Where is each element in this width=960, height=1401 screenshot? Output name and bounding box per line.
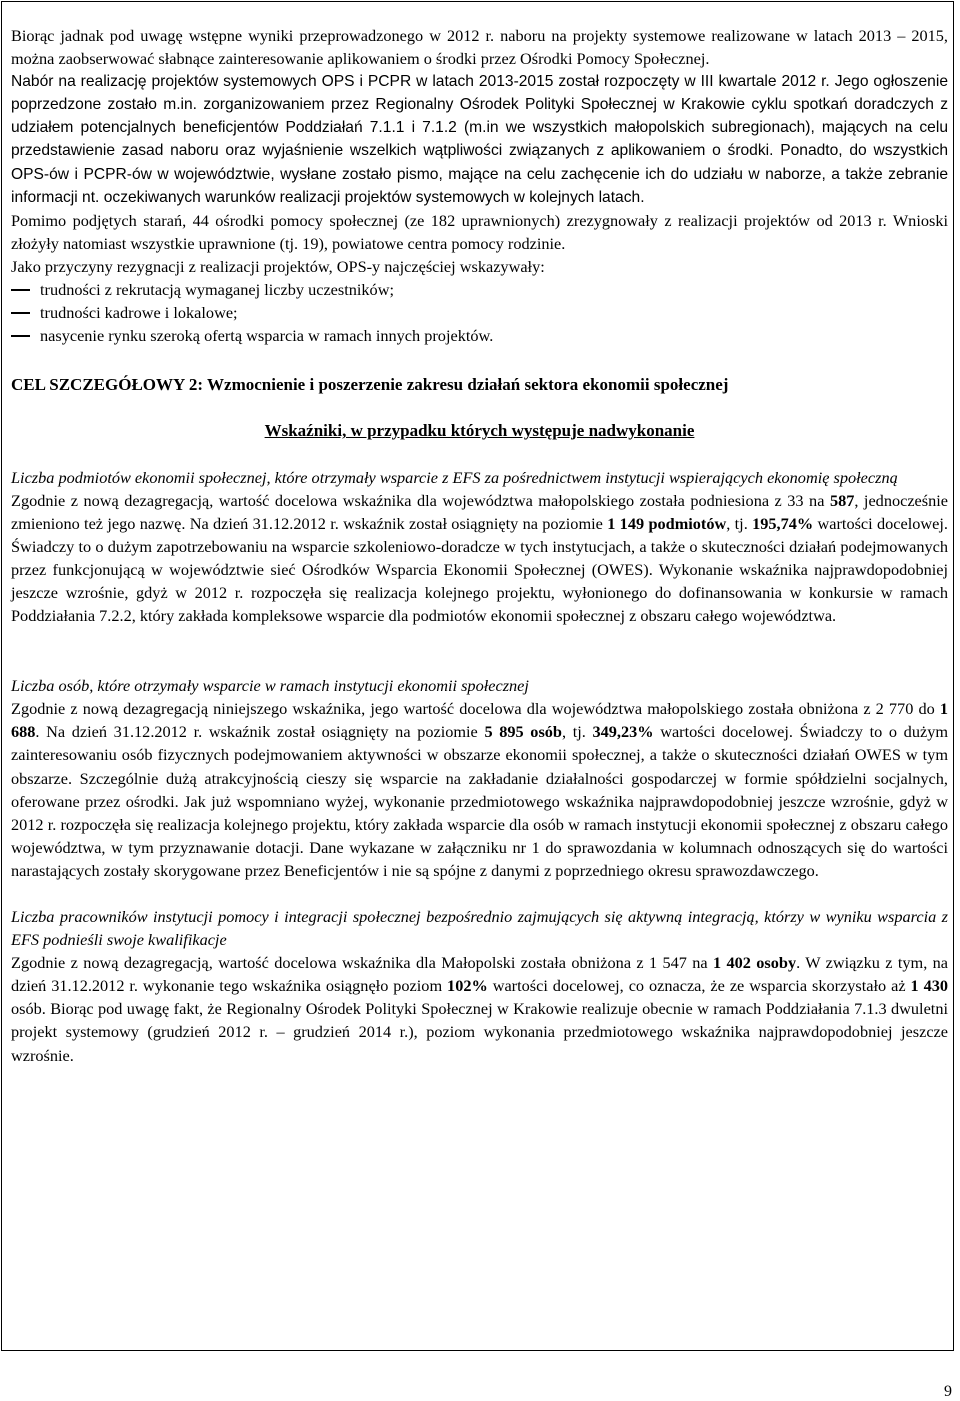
text-run: osób. Biorąc pod uwagę fakt, że Regionalny Ośrodek Polityki Społecznej w Krakowie realizuje obecnie w ramach Poddziałania 7.1.3 dwuletni projekt systemowy (grudzień 2012 r. – grudzień 2014 r.), poziom wykonania przedmiotowego wskaźnika najprawdopodobniej jeszcze wzrośnie. xyxy=(11,999,948,1065)
text-run: , tj. xyxy=(561,722,593,742)
text-run: , tj. xyxy=(726,513,753,533)
goal-heading: CEL SZCZEGÓŁOWY 2: Wzmocnienie i poszerzenie zakresu działań sektora ekonomii społecznej xyxy=(11,375,729,395)
bold-value: 1 402 osoby xyxy=(713,953,797,973)
reasons-list xyxy=(11,278,948,347)
indicator-section-2 xyxy=(11,674,948,882)
indicator-section-1 xyxy=(11,466,948,628)
bold-value: 1 149 podmiotów xyxy=(607,513,727,533)
intro-paragraph-4: Jako przyczyny rezygnacji z realizacji projektów, OPS-y najczęściej wskazywały: xyxy=(11,256,545,276)
text-run: wartości docelowej, co oznacza, że ze wsparcia skorzystało aż xyxy=(487,976,911,996)
list-item: trudności z rekrutacją wymaganej liczby uczestników; xyxy=(11,278,948,301)
document-body xyxy=(11,24,948,1067)
bold-value: 195,74% xyxy=(752,513,814,533)
text-run: Zgodnie z nową dezagregacją, wartość docelowa wskaźnika dla Małopolski została obniżona z 1 547 na xyxy=(11,953,713,973)
indicator-title: Liczba osób, które otrzymały wsparcie w ramach instytucji ekonomii społecznej xyxy=(11,676,529,696)
indicator-section-3 xyxy=(11,905,948,1067)
text-run: Zgodnie z nową dezagregacją, wartość docelowa wskaźnika dla województwa małopolskiego została podniesiona z 33 na xyxy=(11,490,830,510)
list-item: trudności kadrowe i lokalowe; xyxy=(11,301,948,324)
intro-paragraph-2-continuation: zorganizowaniem przez Regionalny Ośrodek Polityki Społecznej w Krakowie cyklu spotkań doradczych z udziałem potencjalnych beneficjentów Poddziałań 7.1.1 i 7.1.2 (m.in we wszystkich małopolskich subregionach), mających na celu przedstawienie zasad naboru oraz wyjaśnienie wszelkich wątpliwości związanych z aplikowaniem o środki. Ponadto, do wszystkich OPS-ów i PCPR-ów w województwie, wysłane zostało pismo, mające na celu zachęcenie ich do udziału w naborze, a także zebranie informacji nt. oczekiwanych warunków realizacji projektów systemowych w kolejnych latach. xyxy=(11,96,948,206)
text-run: . W związku z tym, na dzień 31.12.2012 r. wykonanie tego wskaźnika osiągnęło poziom xyxy=(11,953,948,996)
bold-value: 587 xyxy=(829,490,855,510)
intro-paragraph-2-lead: Nabór na realizację projektów systemowych OPS i PCPR w latach 2013-2015 został rozpoczęty w III kwartale 2012 r. Jego ogłoszenie poprzedzone zostało m.in. xyxy=(11,73,948,114)
indicator-description xyxy=(11,697,948,882)
text-run: wartości docelowej. Świadczy to o dużym zapotrzebowaniu na wsparcie szkoleniowo-doradcze w tych instytucjach, a także o skuteczności działań podejmowanych przez funkcjonującą w województwie sieć Ośrodków Wsparcia Ekonomii Społecznej (OWES). Wykonanie wskaźnika najprawdopodobniej jeszcze wzrośnie, gdyż w 2012 r. rozpoczęła się realizacja kolejnego projektu, wyłonionego do dofinansowania w konkursie w ramach Poddziałania 7.2.2, który zakłada kompleksowe wsparcie dla podmiotów ekonomii społecznej z obszaru całego województwa. xyxy=(11,513,948,626)
indicator-description xyxy=(11,489,948,628)
text-run: wartości docelowej. Świadczy to o dużym zainteresowaniu osób fizycznych podejmowaniem aktywności w obszarze ekonomii społecznej, a także o skuteczności działań OWES w tym obszarze. Szczególnie dużą atrakcyjnością cieszy się wsparcie na zakładanie działalności gospodarczej w formie spółdzielni socjalnych, oferowane przez ośrodki. Jak już wspomniano wyżej, wykonanie przedmiotowego wskaźnika najprawdopodobniej jeszcze wzrośnie, gdyż w 2012 r. rozpoczęła się realizacja kolejnego projektu, który zakłada wsparcie dla osób w ramach instytucji ekonomii społecznej z obszaru całego województwa, w tym przyznawanie dotacji. Dane wykazane w załączniku nr 1 do sprawozdania w kolumnach odnoszących się do wartości narastających zostały skorygowane przez Beneficjentów i nie są spójne z danymi z poprzedniego okresu sprawozdawczego. xyxy=(11,722,948,880)
bold-value: 1 688 xyxy=(11,699,948,742)
bold-value: 102% xyxy=(447,976,488,996)
indicator-title: Liczba podmiotów ekonomii społecznej, które otrzymały wsparcie z EFS za pośrednictwem instytucji wspierających ekonomię społeczną xyxy=(11,467,898,487)
section-subheading: Wskaźniki, w przypadku których występuje nadwykonanie xyxy=(264,421,695,441)
intro-paragraph-1: Biorąc jadnak pod uwagę wstępne wyniki przeprowadzonego w 2012 r. naboru na projekty systemowe realizowane w latach 2013 – 2015, można zaobserwować słabnące zainteresowanie aplikowaniem o środki przez Ośrodki Pomocy Społecznej. xyxy=(11,26,948,69)
bold-value: 349,23% xyxy=(592,722,654,742)
indicator-description xyxy=(11,951,948,1066)
intro-paragraph-3: Pomimo podjętych starań, 44 ośrodki pomocy społecznej (ze 182 uprawnionych) zrezygnowały z realizacji projektów od 2013 r. Wnioski złożyły natomiast wszystkie uprawnione (tj. 19), powiatowe centra pomocy rodzinie. xyxy=(11,210,948,253)
list-item: nasycenie rynku szeroką ofertą wsparcia w ramach innych projektów. xyxy=(11,324,948,347)
page-number: 9 xyxy=(944,1383,952,1400)
bold-value: 1 430 xyxy=(910,976,949,996)
text-run: , jednocześnie zmieniono też jego nazwę. Na dzień 31.12.2012 r. wskaźnik został osiągnięty na poziomie xyxy=(11,490,949,533)
text-run: Zgodnie z nową dezagregacją niniejszego wskaźnika, jego wartość docelowa dla województwa małopolskiego została obniżona z 2 770 do xyxy=(11,699,940,719)
bold-value: 5 895 osób xyxy=(484,722,562,742)
indicator-title: Liczba pracowników instytucji pomocy i integracji społecznej bezpośrednio zajmujących się aktywną integracją, którzy w wyniku wsparcia z EFS podnieśli swoje kwalifikacje xyxy=(11,907,948,950)
intro-paragraph-2 xyxy=(11,70,948,209)
text-run: . Na dzień 31.12.2012 r. wskaźnik został osiągnięty na poziomie xyxy=(35,722,485,742)
